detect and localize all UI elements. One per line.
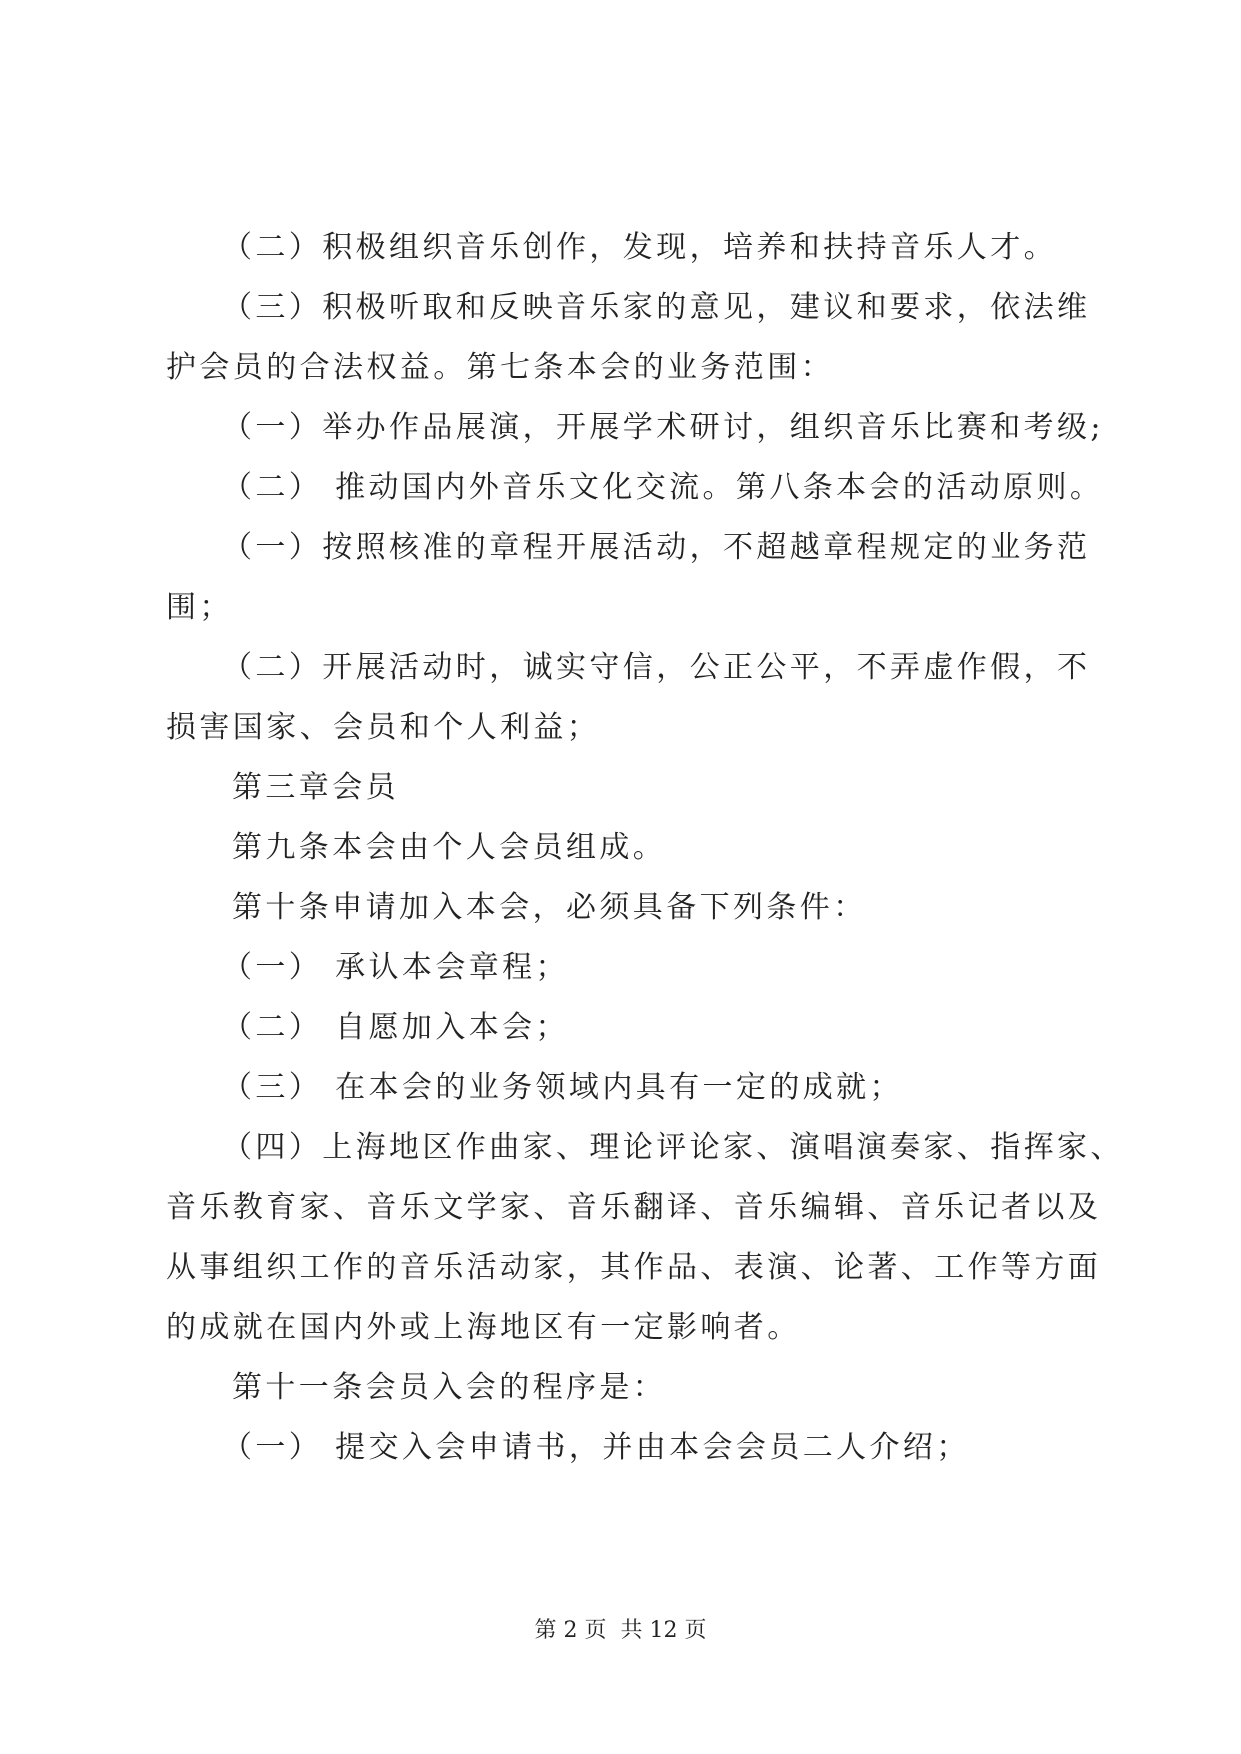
paragraph-line: 围； xyxy=(166,590,233,625)
paragraph-line: 第十条申请加入本会，必须具备下列条件： xyxy=(232,890,867,925)
paragraph-line: （一） 承认本会章程； xyxy=(222,950,569,985)
paragraph-line: （二）积极组织音乐创作，发现，培养和扶持音乐人才。 xyxy=(222,230,1057,265)
paragraph-line: 第十一条会员入会的程序是： xyxy=(232,1370,667,1405)
paragraph-line: 的成就在国内外或上海地区有一定影响者。 xyxy=(166,1310,801,1345)
paragraph-line: （三） 在本会的业务领域内具有一定的成就； xyxy=(222,1070,903,1105)
paragraph-line: （二）开展活动时，诚实守信，公正公平，不弄虚作假，不 xyxy=(222,650,1091,685)
paragraph-line: 音乐教育家、音乐文学家、音乐翻译、音乐编辑、音乐记者以及 xyxy=(166,1190,1102,1225)
paragraph-line: （一）举办作品展演，开展学术研讨，组织音乐比赛和考级; xyxy=(222,410,1104,445)
chapter-heading: 第三章会员 xyxy=(232,770,399,805)
page-number: 第 2 页 共 12 页 xyxy=(534,1618,707,1643)
paragraph-line: 从事组织工作的音乐活动家，其作品、表演、论著、工作等方面 xyxy=(166,1250,1102,1285)
paragraph-line: （三）积极听取和反映音乐家的意见，建议和要求，依法维 xyxy=(222,290,1091,325)
paragraph-line: （一）按照核准的章程开展活动，不超越章程规定的业务范 xyxy=(222,530,1091,565)
paragraph-line: （一） 提交入会申请书，并由本会会员二人介绍； xyxy=(222,1430,970,1465)
paragraph-line: （二） 推动国内外音乐文化交流。第八条本会的活动原则。 xyxy=(222,470,1104,505)
paragraph-line: （四）上海地区作曲家、理论评论家、演唱演奏家、指挥家、 xyxy=(222,1130,1124,1165)
paragraph-line: 护会员的合法权益。第七条本会的业务范围： xyxy=(166,350,834,385)
page-footer xyxy=(0,1616,1241,1646)
paragraph-line: 第九条本会由个人会员组成。 xyxy=(232,830,667,865)
paragraph-line: 损害国家、会员和个人利益； xyxy=(166,710,601,745)
paragraph-line: （二） 自愿加入本会； xyxy=(222,1010,569,1045)
